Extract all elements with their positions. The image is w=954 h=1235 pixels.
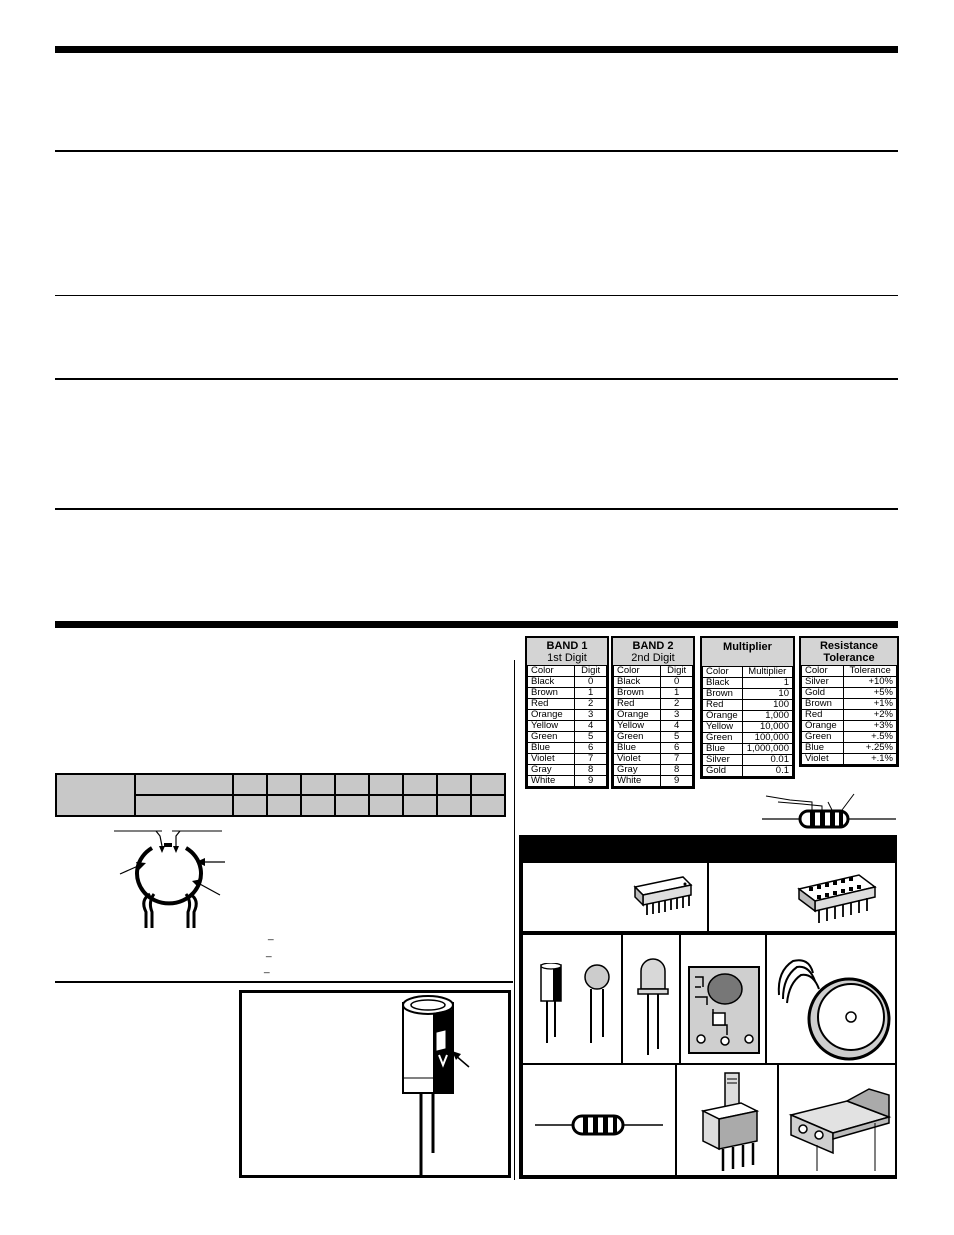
- band1-row: [528, 776, 607, 787]
- band1-title: BAND 1: [546, 640, 588, 652]
- band1-color-cell: Gray: [528, 765, 575, 776]
- tolerance-mark: _: [266, 947, 272, 958]
- tolerance-row: [802, 699, 897, 710]
- band2-row: [614, 776, 693, 787]
- multiplier-color-cell: Brown: [703, 689, 743, 700]
- top-rule: [55, 46, 898, 53]
- band2-value-cell: 3: [661, 710, 693, 721]
- section-divider: [55, 508, 898, 510]
- band1-value-cell: 0: [575, 677, 607, 688]
- multiplier-value-cell: 100: [742, 700, 792, 711]
- multiplier-value-cell: 100,000: [742, 733, 792, 744]
- multiplier-value-cell: 1,000: [742, 711, 792, 722]
- band2-row: [614, 710, 693, 721]
- band2-value-cell: 4: [661, 721, 693, 732]
- band1-color-cell: Green: [528, 732, 575, 743]
- tolerance-row: [802, 710, 897, 721]
- band2-color-cell: Brown: [614, 688, 661, 699]
- tolerance-mark: _: [264, 963, 270, 974]
- tolerance-value-cell: +5%: [844, 688, 897, 699]
- tolerance-value-cell: +.5%: [844, 732, 897, 743]
- multiplier-row: [703, 678, 793, 689]
- multiplier-color-cell: Gold: [703, 766, 743, 777]
- tolerance-title2: Tolerance: [823, 652, 875, 664]
- band1-value-cell: 9: [575, 776, 607, 787]
- electrolytic-capacitor-box: [239, 990, 511, 1178]
- section-divider: [55, 378, 898, 380]
- tolerance-value-cell: +1%: [844, 699, 897, 710]
- band2-row: [614, 732, 693, 743]
- band1-row: [528, 699, 607, 710]
- multiplier-color-cell: Black: [703, 678, 743, 689]
- band1-col-digit: Digit: [575, 666, 607, 677]
- speaker-icon: [769, 943, 893, 1063]
- tolerance-color-cell: Green: [802, 732, 844, 743]
- band1-row: [528, 677, 607, 688]
- band2-title: BAND 2: [632, 640, 674, 652]
- multiplier-value-cell: 0.1: [742, 766, 792, 777]
- band2-color-cell: Black: [614, 677, 661, 688]
- band1-color-cell: Black: [528, 677, 575, 688]
- band2-color-cell: Gray: [614, 765, 661, 776]
- led-icon: [635, 955, 671, 1055]
- electrolytic-capacitor-icon: [539, 963, 565, 1043]
- band2-color-cell: Yellow: [614, 721, 661, 732]
- band1-color-cell: Brown: [528, 688, 575, 699]
- band1-value-cell: 4: [575, 721, 607, 732]
- band2-color-cell: White: [614, 776, 661, 787]
- capacitor-table-label-cell: [56, 774, 135, 816]
- speaker-cell: [765, 933, 897, 1065]
- band2-row: [614, 677, 693, 688]
- band1-col-color: Color: [528, 666, 575, 677]
- section-divider: [55, 981, 513, 983]
- band1-color-cell: Red: [528, 699, 575, 710]
- band2-value-cell: 9: [661, 776, 693, 787]
- band1-value-cell: 6: [575, 743, 607, 754]
- led-cell: [621, 933, 681, 1065]
- band1-value-cell: 1: [575, 688, 607, 699]
- tolerance-col-color: Color: [802, 666, 844, 677]
- tolerance-value-cell: +2%: [844, 710, 897, 721]
- multiplier-value-cell: 10,000: [742, 722, 792, 733]
- band1-color-cell: Blue: [528, 743, 575, 754]
- pcb-module-icon: [687, 965, 761, 1055]
- tolerance-row: [802, 677, 897, 688]
- band1-row: [528, 710, 607, 721]
- tolerance-title: Resistance: [819, 640, 879, 652]
- multiplier-color-cell: Silver: [703, 755, 743, 766]
- band2-color-cell: Green: [614, 732, 661, 743]
- multiplier-col-color: Color: [703, 667, 743, 678]
- pcb-module-cell: [679, 933, 767, 1065]
- tolerance-value-cell: +3%: [844, 721, 897, 732]
- band2-value-cell: 6: [661, 743, 693, 754]
- multiplier-row: [703, 700, 793, 711]
- band1-value-cell: 7: [575, 754, 607, 765]
- band2-col-color: Color: [614, 666, 661, 677]
- band1-subtitle: 1st Digit: [547, 652, 587, 664]
- tolerance-color-cell: Blue: [802, 743, 844, 754]
- band1-color-cell: Violet: [528, 754, 575, 765]
- tolerance-color-cell: Gold: [802, 688, 844, 699]
- slide-switch-icon: [699, 1071, 761, 1175]
- tolerance-value-cell: +10%: [844, 677, 897, 688]
- ic-socket-cell: [707, 861, 897, 933]
- tolerance-color-cell: Red: [802, 710, 844, 721]
- band2-row: [614, 743, 693, 754]
- multiplier-row: [703, 755, 793, 766]
- multiplier-color-cell: Yellow: [703, 722, 743, 733]
- multiplier-row: [703, 744, 793, 755]
- ic-socket-icon: [795, 869, 879, 927]
- resistor-icon: [535, 1113, 663, 1137]
- band2-row: [614, 765, 693, 776]
- tolerance-color-cell: Silver: [802, 677, 844, 688]
- parts-identification-panel: [519, 835, 897, 1179]
- band2-value-cell: 5: [661, 732, 693, 743]
- slide-switch-cell: [675, 1063, 779, 1177]
- parts-panel-header-bar: [521, 837, 895, 861]
- multiplier-col-value: Multiplier: [742, 667, 792, 678]
- multiplier-value-cell: 10: [742, 689, 792, 700]
- band2-color-cell: Red: [614, 699, 661, 710]
- band2-row: [614, 699, 693, 710]
- band1-value-cell: 5: [575, 732, 607, 743]
- tolerance-value-cell: +.1%: [844, 754, 897, 765]
- tolerance-col-value: Tolerance: [844, 666, 897, 677]
- multiplier-value-cell: 1,000,000: [742, 744, 792, 755]
- tolerance-value-cell: +.25%: [844, 743, 897, 754]
- section-divider: [55, 295, 898, 296]
- ic-cell: [521, 861, 709, 933]
- disc-capacitor-icon: [581, 963, 613, 1043]
- tolerance-row: [802, 743, 897, 754]
- capacitors-cell: [521, 933, 623, 1065]
- band1-value-cell: 2: [575, 699, 607, 710]
- disc-capacitor-diagram: [110, 828, 230, 930]
- resistor-cell: [521, 1063, 677, 1177]
- tolerance-color-cell: Violet: [802, 754, 844, 765]
- capacitor-value-table: [55, 773, 506, 817]
- multiplier-value-cell: 0.01: [742, 755, 792, 766]
- band1-color-cell: Orange: [528, 710, 575, 721]
- band2-value-cell: 1: [661, 688, 693, 699]
- multiplier-row: [703, 722, 793, 733]
- integrated-circuit-icon: [629, 871, 697, 921]
- band1-table: [525, 636, 609, 789]
- band2-value-cell: 8: [661, 765, 693, 776]
- multiplier-row: [703, 711, 793, 722]
- column-divider: [514, 660, 515, 1180]
- band2-table: [611, 636, 695, 789]
- multiplier-row: [703, 733, 793, 744]
- bracket-cell: [777, 1063, 897, 1177]
- tolerance-color-cell: Orange: [802, 721, 844, 732]
- band2-color-cell: Blue: [614, 743, 661, 754]
- tolerance-table: [799, 636, 899, 767]
- band2-color-cell: Violet: [614, 754, 661, 765]
- bracket-icon: [787, 1083, 893, 1171]
- capacitor-table-cell: [135, 774, 233, 795]
- band1-row: [528, 743, 607, 754]
- multiplier-title: Multiplier: [723, 641, 772, 653]
- multiplier-value-cell: 1: [742, 678, 792, 689]
- band2-col-digit: Digit: [661, 666, 693, 677]
- band2-value-cell: 2: [661, 699, 693, 710]
- band1-row: [528, 765, 607, 776]
- tolerance-row: [802, 688, 897, 699]
- tolerance-row: [802, 721, 897, 732]
- electrolytic-capacitor-drawing: [397, 993, 507, 1175]
- band1-row: [528, 688, 607, 699]
- multiplier-color-cell: Red: [703, 700, 743, 711]
- tolerance-color-cell: Brown: [802, 699, 844, 710]
- tolerance-row: [802, 754, 897, 765]
- band2-row: [614, 688, 693, 699]
- multiplier-row: [703, 689, 793, 700]
- band2-subtitle: 2nd Digit: [631, 652, 675, 664]
- band1-color-cell: White: [528, 776, 575, 787]
- bottom-section-rule: [55, 621, 898, 628]
- multiplier-table: [700, 636, 795, 779]
- band2-row: [614, 721, 693, 732]
- band2-value-cell: 0: [661, 677, 693, 688]
- multiplier-row: [703, 766, 793, 777]
- band1-value-cell: 3: [575, 710, 607, 721]
- tolerance-mark: _: [268, 930, 274, 941]
- multiplier-color-cell: Green: [703, 733, 743, 744]
- multiplier-color-cell: Orange: [703, 711, 743, 722]
- band1-value-cell: 8: [575, 765, 607, 776]
- band1-row: [528, 754, 607, 765]
- multiplier-color-cell: Blue: [703, 744, 743, 755]
- band2-value-cell: 7: [661, 754, 693, 765]
- tolerance-row: [802, 732, 897, 743]
- resistor-bands-illustration: [762, 790, 896, 830]
- band2-color-cell: Orange: [614, 710, 661, 721]
- band1-color-cell: Yellow: [528, 721, 575, 732]
- band1-row: [528, 721, 607, 732]
- section-divider: [55, 150, 898, 152]
- band2-row: [614, 754, 693, 765]
- band1-row: [528, 732, 607, 743]
